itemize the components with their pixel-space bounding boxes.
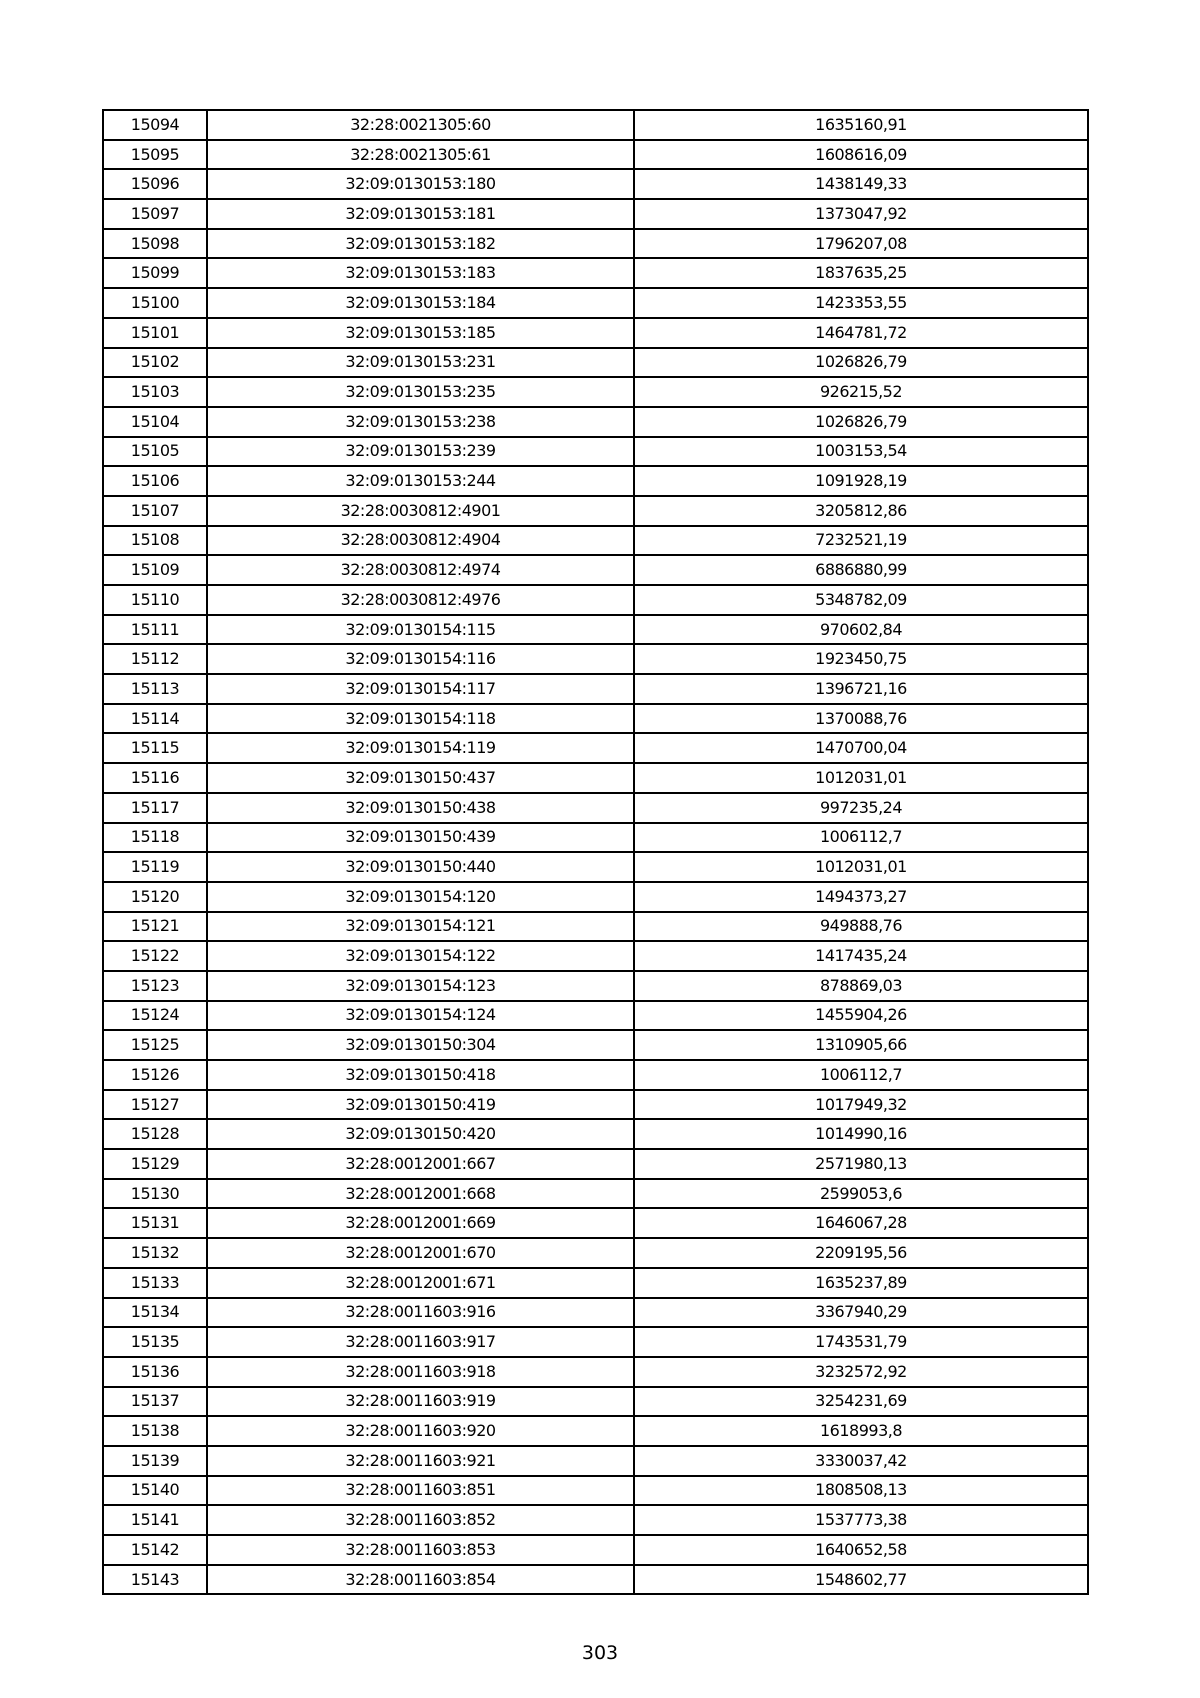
- value-cell: 2209195,56: [634, 1238, 1088, 1268]
- value-cell: 1646067,28: [634, 1208, 1088, 1238]
- value-cell: 1396721,16: [634, 674, 1088, 704]
- cadastral-number-cell: 32:09:0130154:115: [207, 615, 634, 645]
- value-cell: 1017949,32: [634, 1090, 1088, 1120]
- records-table-body: [103, 110, 1088, 1594]
- cadastral-number-cell: 32:09:0130150:304: [207, 1030, 634, 1060]
- value-cell: 3254231,69: [634, 1387, 1088, 1417]
- table-row: [103, 496, 1088, 526]
- cadastral-number-cell: 32:28:0011603:917: [207, 1327, 634, 1357]
- cadastral-number-cell: 32:28:0011603:920: [207, 1416, 634, 1446]
- table-row: [103, 1387, 1088, 1417]
- value-cell: 1091928,19: [634, 466, 1088, 496]
- value-cell: 926215,52: [634, 377, 1088, 407]
- table-row: [103, 288, 1088, 318]
- row-index-cell: 15113: [103, 674, 207, 704]
- table-row: [103, 615, 1088, 645]
- value-cell: 1608616,09: [634, 140, 1088, 170]
- row-index-cell: 15140: [103, 1476, 207, 1506]
- table-row: [103, 199, 1088, 229]
- value-cell: 1494373,27: [634, 882, 1088, 912]
- cadastral-number-cell: 32:28:0011603:916: [207, 1298, 634, 1328]
- row-index-cell: 15098: [103, 229, 207, 259]
- value-cell: 1618993,8: [634, 1416, 1088, 1446]
- cadastral-number-cell: 32:09:0130154:119: [207, 733, 634, 763]
- cadastral-number-cell: 32:28:0011603:852: [207, 1505, 634, 1535]
- cadastral-number-cell: 32:28:0011603:919: [207, 1387, 634, 1417]
- value-cell: 1640652,58: [634, 1535, 1088, 1565]
- cadastral-number-cell: 32:28:0030812:4904: [207, 526, 634, 556]
- value-cell: 997235,24: [634, 793, 1088, 823]
- cadastral-number-cell: 32:09:0130150:418: [207, 1060, 634, 1090]
- row-index-cell: 15103: [103, 377, 207, 407]
- cadastral-number-cell: 32:09:0130150:438: [207, 793, 634, 823]
- row-index-cell: 15112: [103, 644, 207, 674]
- row-index-cell: 15127: [103, 1090, 207, 1120]
- row-index-cell: 15133: [103, 1268, 207, 1298]
- cadastral-number-cell: 32:28:0011603:853: [207, 1535, 634, 1565]
- value-cell: 1012031,01: [634, 763, 1088, 793]
- table-row: [103, 585, 1088, 615]
- cadastral-number-cell: 32:28:0012001:668: [207, 1179, 634, 1209]
- value-cell: 1014990,16: [634, 1119, 1088, 1149]
- cadastral-number-cell: 32:09:0130154:118: [207, 704, 634, 734]
- cadastral-number-cell: 32:09:0130150:439: [207, 823, 634, 853]
- table-row: [103, 912, 1088, 942]
- row-index-cell: 15116: [103, 763, 207, 793]
- value-cell: 1743531,79: [634, 1327, 1088, 1357]
- cadastral-number-cell: 32:09:0130154:117: [207, 674, 634, 704]
- row-index-cell: 15134: [103, 1298, 207, 1328]
- cadastral-number-cell: 32:28:0030812:4974: [207, 555, 634, 585]
- table-row: [103, 1505, 1088, 1535]
- cadastral-number-cell: 32:28:0012001:667: [207, 1149, 634, 1179]
- cadastral-number-cell: 32:09:0130150:420: [207, 1119, 634, 1149]
- table-row: [103, 823, 1088, 853]
- table-row: [103, 763, 1088, 793]
- table-row: [103, 941, 1088, 971]
- value-cell: 970602,84: [634, 615, 1088, 645]
- table-row: [103, 1090, 1088, 1120]
- row-index-cell: 15096: [103, 169, 207, 199]
- value-cell: 1373047,92: [634, 199, 1088, 229]
- value-cell: 1635160,91: [634, 110, 1088, 140]
- cadastral-number-cell: 32:09:0130154:122: [207, 941, 634, 971]
- row-index-cell: 15139: [103, 1446, 207, 1476]
- table-row: [103, 110, 1088, 140]
- table-row: [103, 1357, 1088, 1387]
- cadastral-number-cell: 32:28:0011603:851: [207, 1476, 634, 1506]
- row-index-cell: 15130: [103, 1179, 207, 1209]
- value-cell: 1837635,25: [634, 258, 1088, 288]
- table-row: [103, 437, 1088, 467]
- table-row: [103, 1030, 1088, 1060]
- value-cell: 949888,76: [634, 912, 1088, 942]
- value-cell: 1370088,76: [634, 704, 1088, 734]
- table-row: [103, 793, 1088, 823]
- value-cell: 3330037,42: [634, 1446, 1088, 1476]
- table-row: [103, 1298, 1088, 1328]
- row-index-cell: 15107: [103, 496, 207, 526]
- table-row: [103, 1208, 1088, 1238]
- row-index-cell: 15143: [103, 1565, 207, 1595]
- table-row: [103, 377, 1088, 407]
- cadastral-number-cell: 32:28:0011603:854: [207, 1565, 634, 1595]
- table-row: [103, 169, 1088, 199]
- table-row: [103, 1446, 1088, 1476]
- cadastral-number-cell: 32:09:0130154:123: [207, 971, 634, 1001]
- cadastral-number-cell: 32:28:0012001:670: [207, 1238, 634, 1268]
- table-row: [103, 140, 1088, 170]
- row-index-cell: 15129: [103, 1149, 207, 1179]
- table-row: [103, 258, 1088, 288]
- row-index-cell: 15131: [103, 1208, 207, 1238]
- value-cell: 1417435,24: [634, 941, 1088, 971]
- table-row: [103, 1001, 1088, 1031]
- cadastral-number-cell: 32:28:0021305:60: [207, 110, 634, 140]
- records-table: [102, 109, 1089, 1595]
- value-cell: 1423353,55: [634, 288, 1088, 318]
- value-cell: 1796207,08: [634, 229, 1088, 259]
- row-index-cell: 15105: [103, 437, 207, 467]
- table-row: [103, 1535, 1088, 1565]
- row-index-cell: 15135: [103, 1327, 207, 1357]
- value-cell: 1808508,13: [634, 1476, 1088, 1506]
- table-row: [103, 1179, 1088, 1209]
- value-cell: 1438149,33: [634, 169, 1088, 199]
- cadastral-number-cell: 32:09:0130153:184: [207, 288, 634, 318]
- cadastral-number-cell: 32:09:0130153:231: [207, 348, 634, 378]
- value-cell: 1003153,54: [634, 437, 1088, 467]
- row-index-cell: 15118: [103, 823, 207, 853]
- table-row: [103, 644, 1088, 674]
- row-index-cell: 15095: [103, 140, 207, 170]
- row-index-cell: 15099: [103, 258, 207, 288]
- value-cell: 1026826,79: [634, 348, 1088, 378]
- cadastral-number-cell: 32:28:0011603:918: [207, 1357, 634, 1387]
- cadastral-number-cell: 32:28:0012001:671: [207, 1268, 634, 1298]
- cadastral-number-cell: 32:09:0130150:440: [207, 852, 634, 882]
- cadastral-number-cell: 32:09:0130153:239: [207, 437, 634, 467]
- row-index-cell: 15102: [103, 348, 207, 378]
- value-cell: 1310905,66: [634, 1030, 1088, 1060]
- row-index-cell: 15110: [103, 585, 207, 615]
- row-index-cell: 15126: [103, 1060, 207, 1090]
- row-index-cell: 15142: [103, 1535, 207, 1565]
- value-cell: 3367940,29: [634, 1298, 1088, 1328]
- value-cell: 7232521,19: [634, 526, 1088, 556]
- cadastral-number-cell: 32:09:0130153:185: [207, 318, 634, 348]
- row-index-cell: 15120: [103, 882, 207, 912]
- row-index-cell: 15138: [103, 1416, 207, 1446]
- value-cell: 6886880,99: [634, 555, 1088, 585]
- table-row: [103, 555, 1088, 585]
- cadastral-number-cell: 32:28:0012001:669: [207, 1208, 634, 1238]
- value-cell: 2599053,6: [634, 1179, 1088, 1209]
- table-row: [103, 466, 1088, 496]
- row-index-cell: 15121: [103, 912, 207, 942]
- cadastral-number-cell: 32:28:0030812:4901: [207, 496, 634, 526]
- value-cell: 878869,03: [634, 971, 1088, 1001]
- table-row: [103, 1060, 1088, 1090]
- table-row: [103, 852, 1088, 882]
- value-cell: 5348782,09: [634, 585, 1088, 615]
- value-cell: 1026826,79: [634, 407, 1088, 437]
- cadastral-number-cell: 32:09:0130150:437: [207, 763, 634, 793]
- cadastral-number-cell: 32:09:0130154:116: [207, 644, 634, 674]
- table-row: [103, 1119, 1088, 1149]
- table-row: [103, 674, 1088, 704]
- row-index-cell: 15111: [103, 615, 207, 645]
- table-row: [103, 1268, 1088, 1298]
- cadastral-number-cell: 32:09:0130154:124: [207, 1001, 634, 1031]
- table-row: [103, 1327, 1088, 1357]
- row-index-cell: 15117: [103, 793, 207, 823]
- row-index-cell: 15119: [103, 852, 207, 882]
- table-row: [103, 348, 1088, 378]
- table-row: [103, 229, 1088, 259]
- cadastral-number-cell: 32:09:0130154:121: [207, 912, 634, 942]
- row-index-cell: 15141: [103, 1505, 207, 1535]
- table-row: [103, 1238, 1088, 1268]
- value-cell: 3205812,86: [634, 496, 1088, 526]
- cadastral-number-cell: 32:09:0130150:419: [207, 1090, 634, 1120]
- cadastral-number-cell: 32:28:0021305:61: [207, 140, 634, 170]
- cadastral-number-cell: 32:28:0030812:4976: [207, 585, 634, 615]
- row-index-cell: 15125: [103, 1030, 207, 1060]
- row-index-cell: 15097: [103, 199, 207, 229]
- row-index-cell: 15104: [103, 407, 207, 437]
- row-index-cell: 15128: [103, 1119, 207, 1149]
- value-cell: 1012031,01: [634, 852, 1088, 882]
- cadastral-number-cell: 32:09:0130153:181: [207, 199, 634, 229]
- table-row: [103, 318, 1088, 348]
- row-index-cell: 15106: [103, 466, 207, 496]
- row-index-cell: 15100: [103, 288, 207, 318]
- cadastral-number-cell: 32:09:0130153:182: [207, 229, 634, 259]
- table-row: [103, 1149, 1088, 1179]
- row-index-cell: 15101: [103, 318, 207, 348]
- row-index-cell: 15109: [103, 555, 207, 585]
- value-cell: 3232572,92: [634, 1357, 1088, 1387]
- cadastral-number-cell: 32:09:0130153:180: [207, 169, 634, 199]
- value-cell: 1006112,7: [634, 1060, 1088, 1090]
- table-row: [103, 733, 1088, 763]
- cadastral-number-cell: 32:09:0130154:120: [207, 882, 634, 912]
- table-row: [103, 704, 1088, 734]
- table-row: [103, 407, 1088, 437]
- page-number: 303: [581, 1642, 619, 1664]
- row-index-cell: 15123: [103, 971, 207, 1001]
- table-row: [103, 526, 1088, 556]
- row-index-cell: 15124: [103, 1001, 207, 1031]
- table-row: [103, 1565, 1088, 1595]
- row-index-cell: 15108: [103, 526, 207, 556]
- table-row: [103, 971, 1088, 1001]
- table-row: [103, 1476, 1088, 1506]
- row-index-cell: 15136: [103, 1357, 207, 1387]
- value-cell: 1548602,77: [634, 1565, 1088, 1595]
- value-cell: 1923450,75: [634, 644, 1088, 674]
- cadastral-number-cell: 32:28:0011603:921: [207, 1446, 634, 1476]
- value-cell: 1537773,38: [634, 1505, 1088, 1535]
- table-row: [103, 1416, 1088, 1446]
- value-cell: 2571980,13: [634, 1149, 1088, 1179]
- cadastral-number-cell: 32:09:0130153:235: [207, 377, 634, 407]
- row-index-cell: 15094: [103, 110, 207, 140]
- row-index-cell: 15114: [103, 704, 207, 734]
- cadastral-number-cell: 32:09:0130153:244: [207, 466, 634, 496]
- cadastral-number-cell: 32:09:0130153:183: [207, 258, 634, 288]
- value-cell: 1455904,26: [634, 1001, 1088, 1031]
- row-index-cell: 15115: [103, 733, 207, 763]
- value-cell: 1470700,04: [634, 733, 1088, 763]
- row-index-cell: 15137: [103, 1387, 207, 1417]
- table-row: [103, 882, 1088, 912]
- row-index-cell: 15122: [103, 941, 207, 971]
- value-cell: 1635237,89: [634, 1268, 1088, 1298]
- value-cell: 1464781,72: [634, 318, 1088, 348]
- value-cell: 1006112,7: [634, 823, 1088, 853]
- row-index-cell: 15132: [103, 1238, 207, 1268]
- cadastral-number-cell: 32:09:0130153:238: [207, 407, 634, 437]
